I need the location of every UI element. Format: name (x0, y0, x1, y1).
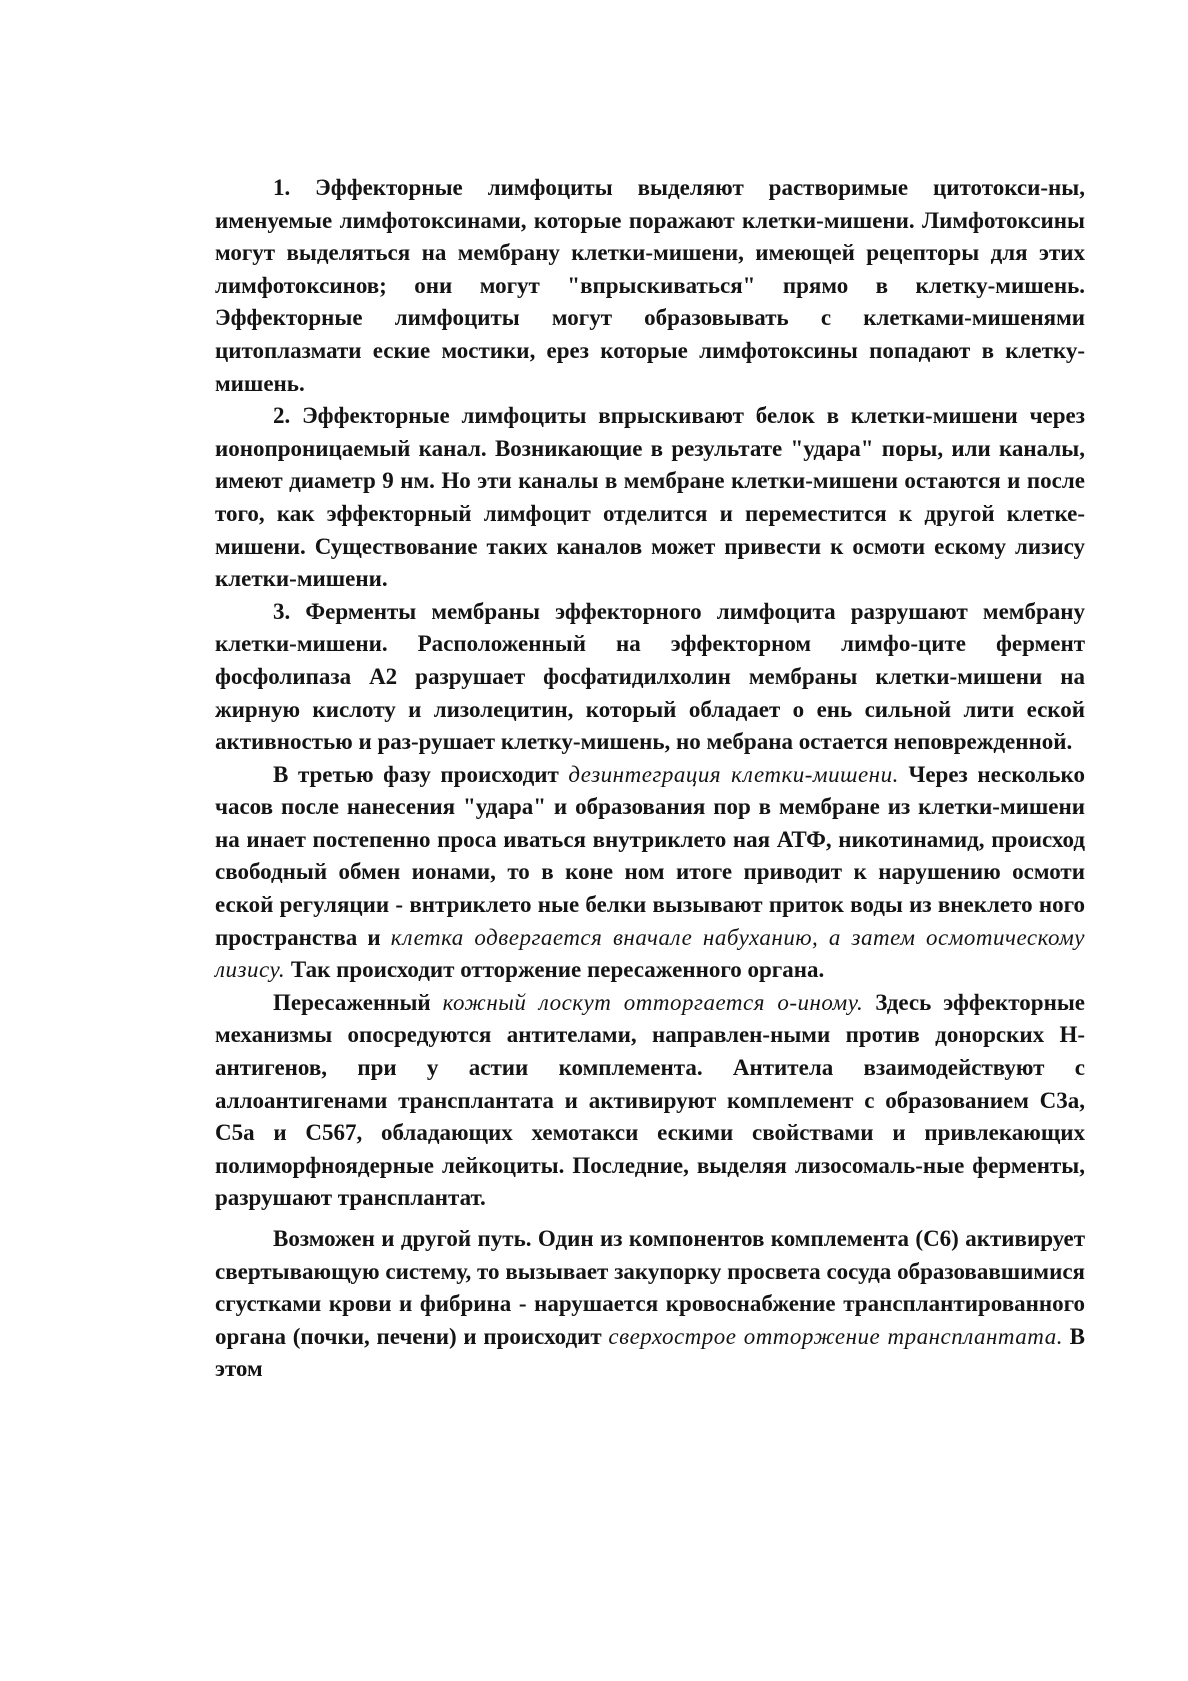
paragraph-4-italic-b: клетка одвергается вначале набуханию, а затем осмотическому лизису. (215, 924, 1085, 983)
paragraph-3-text: 3. Ферменты мембраны эффекторного лимфоцита разрушают мембрану клетки-мишени. Расположенный на эффекторном лимфо-ците фермент фосфолипаза А2 разрушает фосфатидилхолин мембраны клетки-мишени на жирную кислоту и лизолецитин, который обладает о ень сильной лити еской активностью и раз-рушает клетку-мишень, но мебрана остается неповрежденной. (215, 598, 1085, 755)
paragraph-4-text-b: Через несколько часов после нанесения "удара" и образования пор в мембране из клетки-мишени на инает постепенно проса иваться внутриклето ная АТФ, никотинамид, происход свободный обмен ионами, то в коне ном итоге приводит к нарушению осмоти еской регуляции - внтриклето ные белки вызывают приток воды из внеклето ного пространства и (215, 761, 1085, 950)
document-page (215, 172, 1085, 1386)
paragraph-6 (215, 1223, 1085, 1386)
paragraph-1 (215, 172, 1085, 400)
paragraph-5-text-b: Здесь эффекторные механизмы опосредуются антителами, направлен-ными против донорских Н-антигенов, при у астии комплемента. Антитела взаимодействуют с аллоантигенами трансплантата и активируют комплемент с образованием С3а, С5а и С567, обладающих хемотакси ескими свойствами и привлекающих полиморфноядерные лейкоциты. Последние, выделяя лизосомаль-ные ферменты, разрушают трансплантат. (215, 989, 1086, 1211)
paragraph-4 (215, 759, 1085, 987)
paragraph-6-italic: сверхострое отторжение трансплантата. (608, 1323, 1063, 1349)
paragraph-5-italic: кожный лоскут отторгается о-иному. (442, 989, 864, 1015)
paragraph-3 (215, 596, 1085, 759)
paragraph-6-text-a: Возможен и другой путь. Один из компонентов комплемента (С6) активирует свертывающую систему, то вызывает закупорку просвета сосуда образовавшимися сгустками крови и фибрина - нарушается кровоснабжение трансплантированного органа (почки, печени) и происходит (215, 1226, 1085, 1349)
paragraph-4-italic-a: дезинтеграция клетки-мишени. (568, 761, 899, 787)
paragraph-4-text-c: Так происходит отторжение пересаженного органа. (285, 957, 825, 983)
paragraph-6-text-b: В этом (215, 1323, 1085, 1382)
paragraph-2-text: 2. Эффекторные лимфоциты впрыскивают белок в клетки-мишени через ионопроницаемый канал. Возникающие в результате "удара" поры, или каналы, имеют диаметр 9 нм. Но эти каналы в мембране клетки-мишени остаются и после того, как эффекторный лимфоцит отделится и переместится к другой клетке-мишени. Существование таких каналов может привести к осмоти ескому лизису клетки-мишени. (215, 403, 1085, 592)
paragraph-5-text-a: Пересаженный (273, 989, 443, 1015)
paragraph-4-text-a: В третью фазу происходит (273, 761, 569, 787)
paragraph-1-text: 1. Эффекторные лимфоциты выделяют растворимые цитотокси-ны, именуемые лимфотоксинами, которые поражают клетки-мишени. Лимфотоксины могут выделяться на мембрану клетки-мишени, имеющей рецепторы для этих лимфотоксинов; они могут "впрыскиваться" прямо в клетку-мишень. Эффекторные лимфоциты могут образовывать с клетками-мишенями цитоплазмати еские мостики, ерез которые лимфотоксины попадают в клетку-мишень. (215, 175, 1085, 396)
paragraph-2 (215, 400, 1085, 596)
paragraph-5 (215, 987, 1085, 1215)
